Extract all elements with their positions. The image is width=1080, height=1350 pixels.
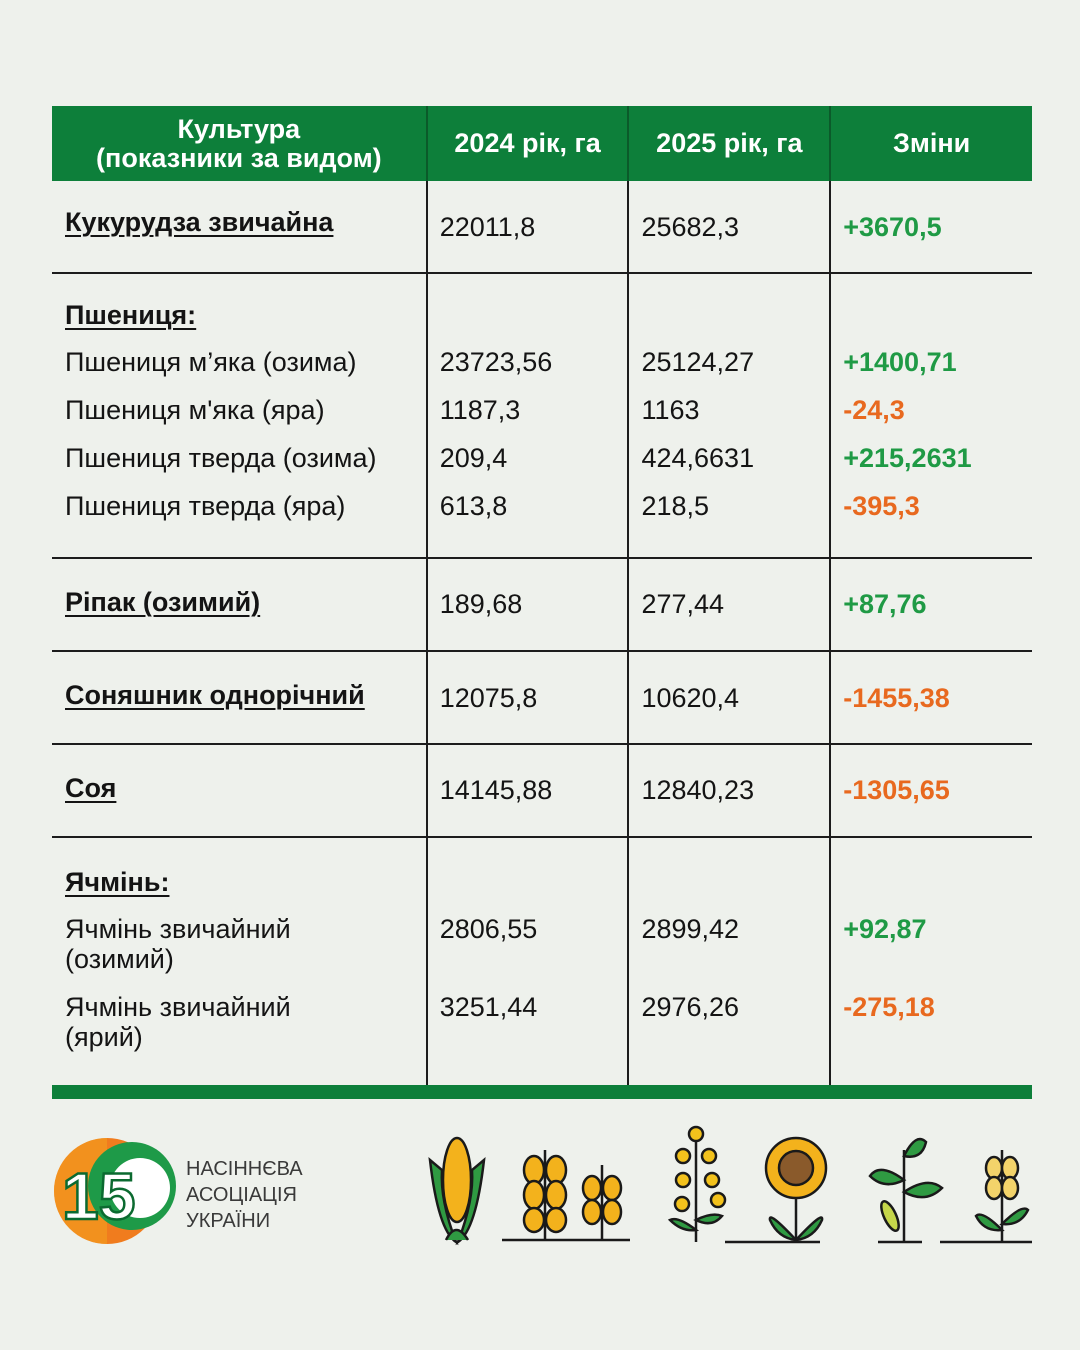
change-value: -395,3 xyxy=(843,491,920,521)
crop-name: Пшениця м’яка (озима) xyxy=(65,347,357,377)
crop-name: Соняшник однорічний xyxy=(65,680,365,710)
value-2024: 23723,56 xyxy=(439,347,553,377)
group-title: Пшениця: xyxy=(65,300,197,330)
group-rapeseed xyxy=(52,559,1032,652)
crop-name: Соя xyxy=(65,773,117,803)
bottom-divider xyxy=(52,1085,1032,1099)
value-2025: 2976,26 xyxy=(641,992,740,1022)
value-2025: 1163 xyxy=(641,395,700,425)
corn-icon xyxy=(430,1138,484,1242)
group-title: Ячмінь: xyxy=(65,867,170,897)
change-value: -1305,65 xyxy=(843,775,950,805)
value-2024: 1187,3 xyxy=(439,395,521,425)
crop-area-table xyxy=(52,106,1032,1086)
value-2025: 25124,27 xyxy=(641,347,755,377)
barley-icon xyxy=(940,1150,1032,1242)
organization-name xyxy=(186,1156,303,1234)
header-changes-label: Зміни xyxy=(892,128,971,158)
soybean-icon xyxy=(870,1139,942,1242)
group-corn xyxy=(52,181,1032,274)
value-2024: 2806,55 xyxy=(439,914,538,944)
value-2025: 2899,42 xyxy=(641,914,740,944)
crop-name: Пшениця м'яка (яра) xyxy=(65,395,325,425)
logo-number: 15 xyxy=(62,1159,136,1233)
wheat-icon xyxy=(502,1150,630,1240)
org-line-2: АСОЦІАЦІЯ xyxy=(186,1184,297,1206)
change-value: +3670,5 xyxy=(843,212,942,242)
value-2025: 25682,3 xyxy=(641,212,740,242)
group-wheat xyxy=(52,274,1032,559)
crop-name: Кукурудза звичайна xyxy=(65,207,334,237)
crop-name: Ріпак (озимий) xyxy=(65,587,261,617)
crop-name: Ячмінь звичайний (ярий) xyxy=(65,992,291,1052)
value-2024: 613,8 xyxy=(439,491,508,521)
header-2024 xyxy=(426,106,628,181)
value-2025: 277,44 xyxy=(641,589,725,619)
group-barley xyxy=(52,838,1032,1086)
header-culture xyxy=(52,106,426,181)
header-culture-label: Культура (показники за видом) xyxy=(96,113,382,173)
crop-name: Пшениця тверда (яра) xyxy=(65,491,346,521)
value-2024: 189,68 xyxy=(439,589,523,619)
sunflower-icon xyxy=(725,1138,826,1242)
value-2024: 209,4 xyxy=(439,443,508,473)
value-2024: 12075,8 xyxy=(439,683,538,713)
crop-icons xyxy=(420,1120,1040,1250)
crop-name: Ячмінь звичайний (озимий) xyxy=(65,914,291,974)
value-2025: 218,5 xyxy=(641,491,710,521)
value-2025: 10620,4 xyxy=(641,683,740,713)
value-2025: 424,6631 xyxy=(641,443,755,473)
org-line-3: УКРАЇНИ xyxy=(186,1210,271,1232)
change-value: -24,3 xyxy=(843,395,905,425)
header-2025-label: 2025 рік, га xyxy=(656,128,803,158)
rapeseed-icon xyxy=(670,1127,725,1242)
change-value: +92,87 xyxy=(843,914,927,944)
change-value: +1400,71 xyxy=(843,347,957,377)
change-value: +215,2631 xyxy=(843,443,972,473)
header-changes xyxy=(829,106,1032,181)
header-2024-label: 2024 рік, га xyxy=(454,128,601,158)
value-2025: 12840,23 xyxy=(641,775,755,805)
header-2025 xyxy=(627,106,829,181)
value-2024: 22011,8 xyxy=(439,212,536,242)
value-2024: 3251,44 xyxy=(439,992,538,1022)
association-logo xyxy=(52,1136,182,1246)
org-line-1: НАСІННЄВА xyxy=(186,1158,303,1180)
crop-name: Пшениця тверда (озима) xyxy=(65,443,377,473)
table-header xyxy=(52,106,1032,181)
group-sunflower xyxy=(52,652,1032,745)
group-soy xyxy=(52,745,1032,838)
change-value: -275,18 xyxy=(843,992,935,1022)
change-value: -1455,38 xyxy=(843,683,950,713)
value-2024: 14145,88 xyxy=(439,775,553,805)
change-value: +87,76 xyxy=(843,589,927,619)
